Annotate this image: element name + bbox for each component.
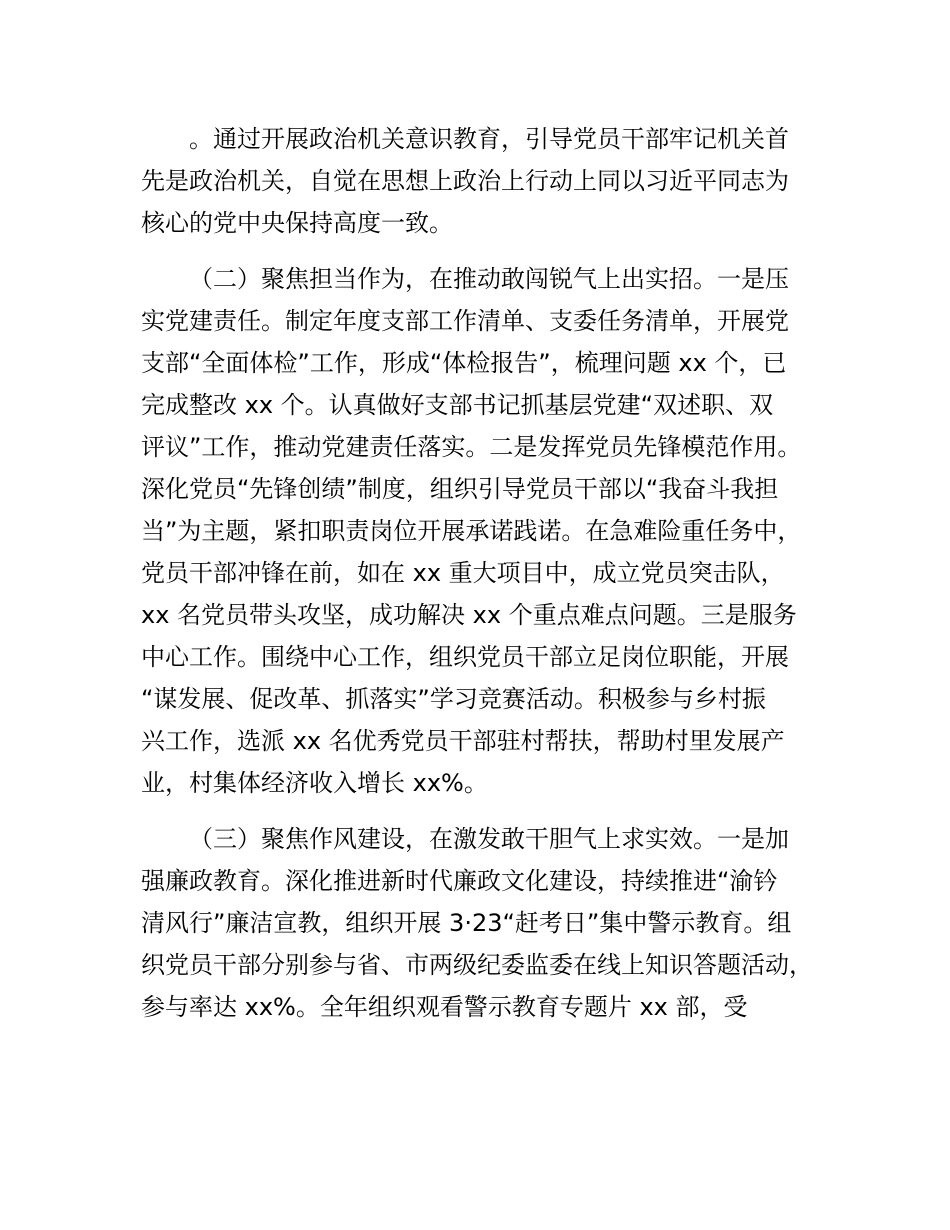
text-line: 当”为主题，紧扣职责岗位开展承诺践诺。在急难险重任务中，: [141, 517, 802, 545]
text-line: 强廉政教育。深化推进新时代廉政文化建设，持续推进“渝钤: [141, 867, 778, 895]
text-line: 清风行”廉洁宣教，组织开展 3·23“赶考日”集中警示教育。组: [141, 909, 792, 937]
text-line: 业，村集体经济收入增长 xx%。: [141, 769, 488, 797]
text-line: 实党建责任。制定年度支部工作清单、支委任务清单，开展党: [141, 307, 789, 335]
text-line: 。通过开展政治机关意识教育，引导党员干部牢记机关首: [189, 125, 789, 153]
text-line: （二）聚焦担当作为，在推动敢闯锐气上出实招。一是压: [189, 265, 789, 293]
text-line: 深化党员“先锋创绩”制度，组织引导党员干部以“我奋斗我担: [141, 475, 779, 503]
text-line: 中心工作。围绕中心工作，组织党员干部立足岗位职能，开展: [141, 643, 789, 671]
text-line: （三）聚焦作风建设，在激发敢干胆气上求实效。一是加: [189, 825, 789, 853]
text-line: 兴工作，选派 xx 名优秀党员干部驻村帮扶，帮助村里发展产: [141, 727, 785, 755]
text-line: 支部“全面体检”工作，形成“体检报告”，梳理问题 xx 个，已: [141, 349, 787, 377]
text-line: 评议”工作，推动党建责任落实。二是发挥党员先锋模范作用。: [141, 433, 802, 461]
text-line: xx 名党员带头攻坚，成功解决 xx 个重点难点问题。三是服务: [141, 601, 797, 629]
text-line: 核心的党中央保持高度一致。: [141, 209, 453, 237]
text-line: 织党员干部分别参与省、市两级纪委监委在线上知识答题活动，: [141, 951, 813, 979]
text-line: 参与率达 xx%。全年组织观看警示教育专题片 xx 部，受: [141, 993, 748, 1021]
document-body: [141, 118, 831, 1042]
paragraph-2: [141, 258, 831, 804]
text-line: 党员干部冲锋在前，如在 xx 重大项目中，成立党员突击队，: [141, 559, 785, 587]
paragraph-1: [141, 118, 831, 244]
text-line: 先是政治机关，自觉在思想上政治上行动上同以习近平同志为: [141, 167, 789, 195]
text-line: “谋发展、促改革、抓落实”学习竞赛活动。积极参与乡村振: [141, 685, 766, 713]
paragraph-3: [141, 818, 831, 1028]
text-line: 完成整改 xx 个。认真做好支部书记抓基层党建“双述职、双: [141, 391, 774, 419]
